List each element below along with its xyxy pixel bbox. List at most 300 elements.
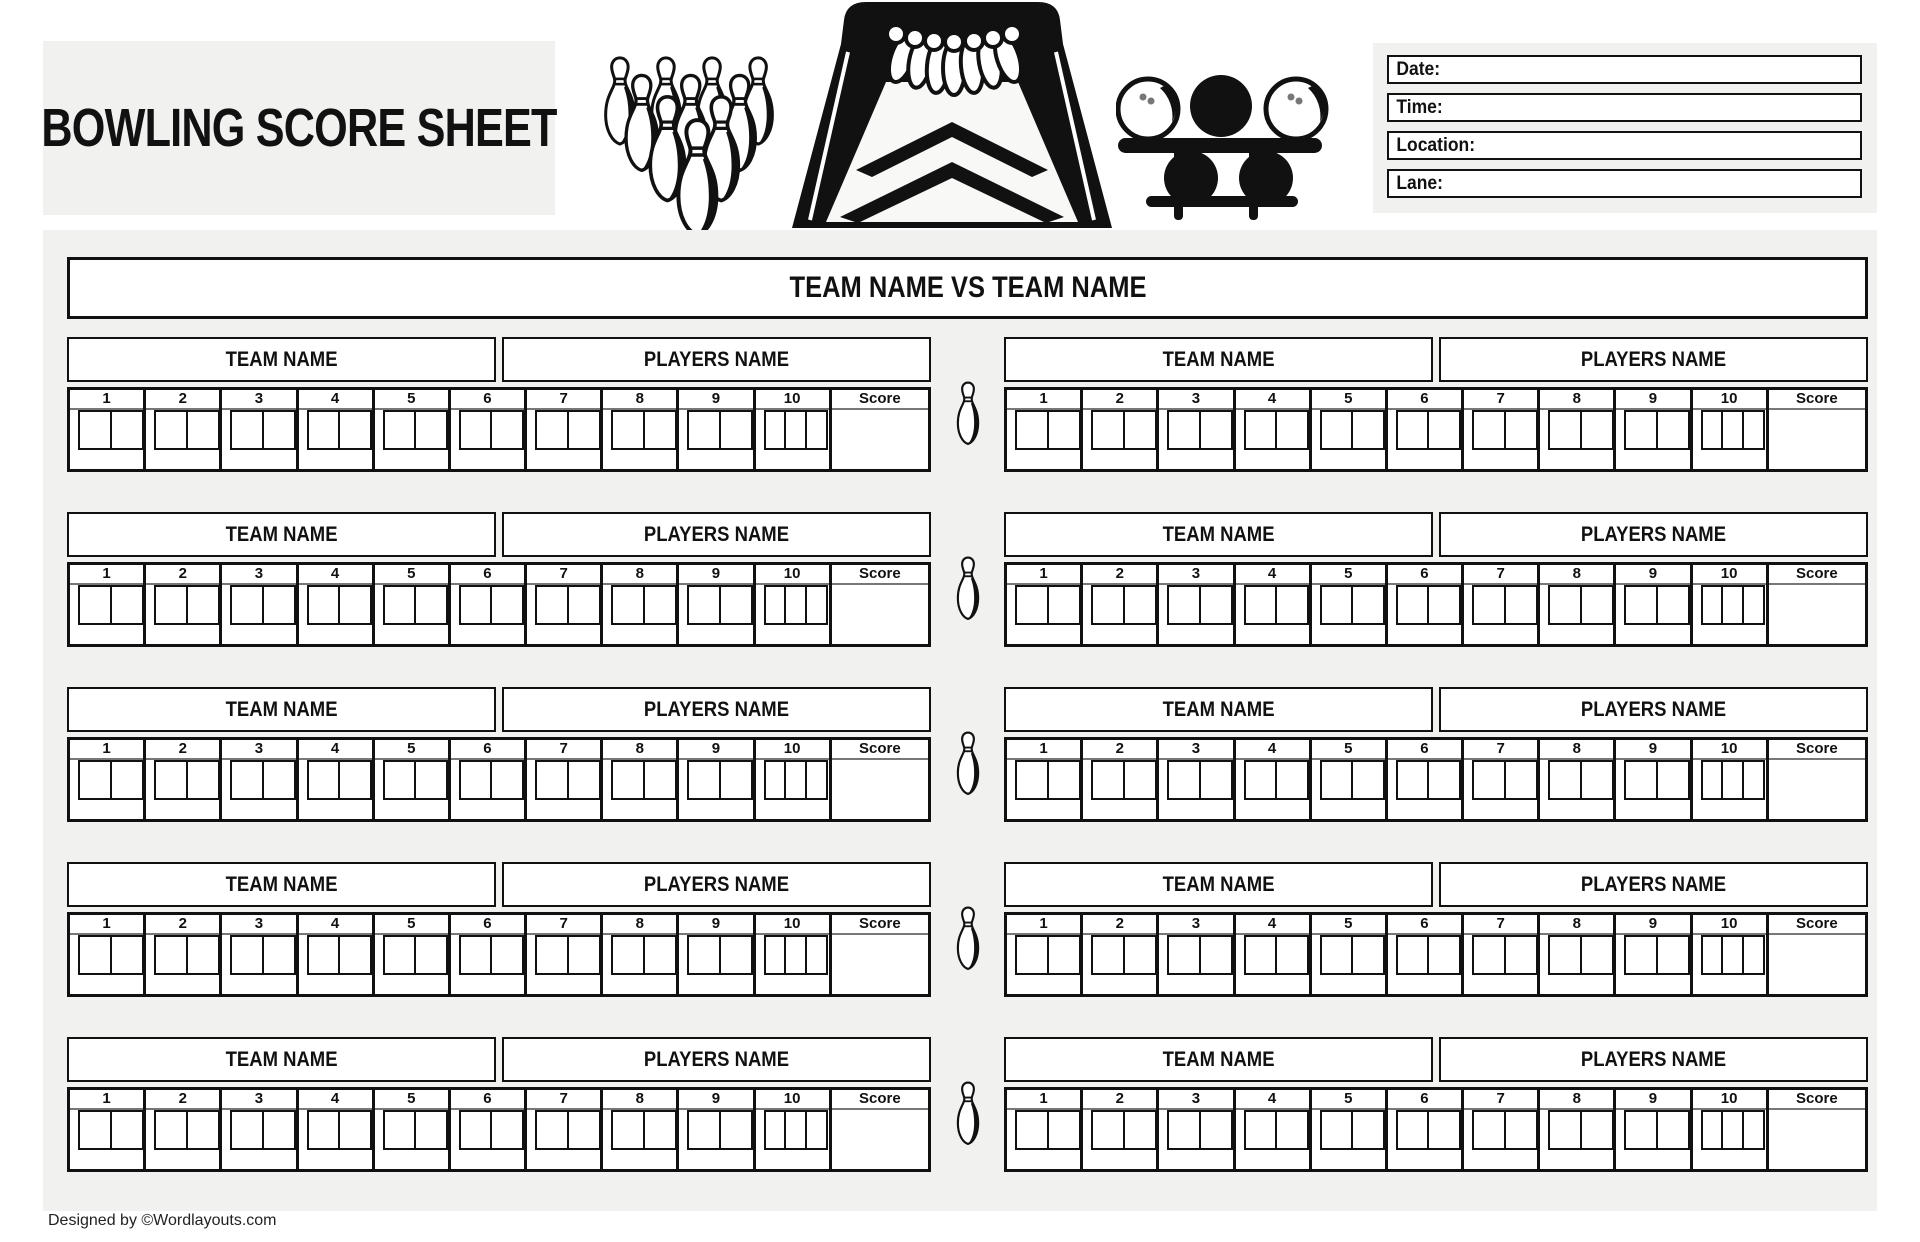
throw-cell[interactable]: [230, 935, 264, 975]
frame-column-5: [375, 565, 451, 644]
throw-cell[interactable]: [307, 410, 341, 450]
frame-column-8: [1540, 390, 1616, 469]
throw-cell[interactable]: [110, 410, 144, 450]
throw-cell[interactable]: [687, 410, 721, 450]
frame-body: [1159, 410, 1232, 469]
throw-cell[interactable]: [186, 410, 220, 450]
team-name-field[interactable]: [67, 337, 496, 382]
throw-cell[interactable]: [1656, 1110, 1690, 1150]
throw-cell[interactable]: [1091, 760, 1125, 800]
throw-cell[interactable]: [110, 935, 144, 975]
frame-body: [222, 760, 295, 819]
throw-cell[interactable]: [1275, 1110, 1309, 1150]
frame-column-4: [1236, 740, 1312, 819]
throw-cell[interactable]: [611, 410, 645, 450]
team-name-field[interactable]: [1004, 687, 1433, 732]
throw-cell[interactable]: [643, 585, 677, 625]
throw-cell[interactable]: [414, 760, 448, 800]
throw-cell[interactable]: [154, 410, 188, 450]
frame-column-6: [1388, 390, 1464, 469]
frame-column-2: [1083, 740, 1159, 819]
score-block: [1004, 687, 1868, 822]
throw-cell[interactable]: [383, 1110, 417, 1150]
throw-cell[interactable]: [1504, 1110, 1538, 1150]
throw-cell[interactable]: [1580, 1110, 1614, 1150]
throw-cell[interactable]: [1742, 1110, 1765, 1150]
throw-cell[interactable]: [110, 1110, 144, 1150]
throw-cell[interactable]: [1580, 410, 1614, 450]
throw-cell[interactable]: [1123, 935, 1157, 975]
score-sheet: [43, 230, 1877, 1211]
throw-cell[interactable]: [262, 1110, 296, 1150]
throw-cell[interactable]: [1427, 585, 1461, 625]
throw-cell[interactable]: [1167, 1110, 1201, 1150]
frame-column-9: [1616, 1090, 1692, 1169]
frame-column-1: [70, 565, 146, 644]
throw-cell[interactable]: [1396, 760, 1430, 800]
throw-cell[interactable]: [805, 410, 828, 450]
throw-cell[interactable]: [1091, 1110, 1125, 1150]
throw-cell[interactable]: [1015, 410, 1049, 450]
match-header-label: TEAM NAME VS TEAM NAME: [789, 271, 1146, 304]
team-name-field[interactable]: [1004, 512, 1433, 557]
row-divider: [931, 862, 1004, 997]
throw-cell[interactable]: [338, 585, 372, 625]
score-header-label: Score: [1769, 740, 1865, 760]
match-header-field[interactable]: [67, 257, 1868, 319]
throw-cell[interactable]: [687, 935, 721, 975]
throw-cell[interactable]: [230, 410, 264, 450]
throw-cell[interactable]: [1656, 410, 1690, 450]
throw-cell[interactable]: [1320, 935, 1354, 975]
frame-body: [1083, 1110, 1156, 1169]
throw-cell[interactable]: [1548, 1110, 1582, 1150]
throw-cell[interactable]: [1624, 935, 1658, 975]
team-name-field[interactable]: [67, 862, 496, 907]
frame-number-label: 7: [527, 740, 600, 760]
throw-cell[interactable]: [78, 585, 112, 625]
throw-cell[interactable]: [78, 935, 112, 975]
frame-number-label: 8: [603, 390, 676, 410]
throw-cell[interactable]: [490, 935, 524, 975]
frame-column-10: [1693, 1090, 1769, 1169]
throw-cell[interactable]: [338, 935, 372, 975]
frame-column-8: [603, 915, 679, 994]
frame-body: [1083, 935, 1156, 994]
throw-cell[interactable]: [154, 1110, 188, 1150]
throw-cell[interactable]: [535, 760, 569, 800]
throw-cell[interactable]: [338, 760, 372, 800]
throw-cell[interactable]: [262, 410, 296, 450]
throw-cell[interactable]: [1320, 1110, 1354, 1150]
throw-cell[interactable]: [186, 760, 220, 800]
throw-cell[interactable]: [805, 1110, 828, 1150]
bowling-pin-icon: [950, 556, 986, 620]
throw-cell[interactable]: [1015, 585, 1049, 625]
row-divider: [931, 687, 1004, 822]
total-score-cell[interactable]: [1769, 1110, 1865, 1169]
score-block: [67, 687, 931, 822]
throw-cell[interactable]: [414, 585, 448, 625]
throw-cell[interactable]: [1015, 760, 1049, 800]
players-name-field[interactable]: [1439, 862, 1868, 907]
frame-column-4: [299, 390, 375, 469]
throw-cell[interactable]: [1320, 410, 1354, 450]
throw-cell[interactable]: [535, 935, 569, 975]
throw-cell[interactable]: [535, 410, 569, 450]
throw-cell[interactable]: [459, 1110, 493, 1150]
throw-cell[interactable]: [383, 410, 417, 450]
throw-cell[interactable]: [643, 760, 677, 800]
frame-number-label: 4: [1236, 740, 1309, 760]
throw-cell[interactable]: [1548, 935, 1582, 975]
players-name-field[interactable]: [502, 687, 931, 732]
frame-column-5: [1312, 390, 1388, 469]
throw-cell[interactable]: [1742, 935, 1765, 975]
frame-body: [1464, 760, 1537, 819]
throw-cell[interactable]: [1742, 760, 1765, 800]
throw-cell[interactable]: [1656, 935, 1690, 975]
throw-cell[interactable]: [338, 410, 372, 450]
date-field[interactable]: [1387, 55, 1862, 84]
frame-number-label: 10: [756, 915, 829, 935]
throw-cell[interactable]: [719, 1110, 753, 1150]
throw-cell[interactable]: [1548, 760, 1582, 800]
throw-cell[interactable]: [567, 1110, 601, 1150]
throw-cell[interactable]: [719, 760, 753, 800]
throw-cell[interactable]: [687, 760, 721, 800]
throw-cell[interactable]: [1091, 585, 1125, 625]
frame-body: [1616, 410, 1689, 469]
frame-body: [1388, 760, 1461, 819]
team-name-field[interactable]: [1004, 862, 1433, 907]
throw-cell[interactable]: [1351, 760, 1385, 800]
players-name-field[interactable]: [1439, 687, 1868, 732]
throw-cell[interactable]: [1123, 760, 1157, 800]
throw-cell[interactable]: [535, 585, 569, 625]
throw-cell[interactable]: [611, 1110, 645, 1150]
frame-number-label: 9: [679, 1090, 752, 1110]
players-name-field[interactable]: [502, 337, 931, 382]
time-label: Time:: [1396, 96, 1443, 118]
throw-cell[interactable]: [611, 585, 645, 625]
frame-number-label: 6: [451, 915, 524, 935]
throw-cell[interactable]: [110, 585, 144, 625]
throw-cell[interactable]: [805, 585, 828, 625]
throw-cell[interactable]: [1427, 410, 1461, 450]
credit-line: Designed by ©Wordlayouts.com: [48, 1212, 277, 1229]
team-name-field-label: TEAM NAME: [225, 697, 338, 721]
throw-cell[interactable]: [1320, 760, 1354, 800]
frame-number-label: 10: [756, 390, 829, 410]
total-score-cell[interactable]: [1769, 760, 1865, 819]
throw-cell[interactable]: [307, 585, 341, 625]
throw-cell[interactable]: [1472, 760, 1506, 800]
throw-cell[interactable]: [687, 585, 721, 625]
throw-cell[interactable]: [78, 1110, 112, 1150]
total-score-cell[interactable]: [832, 760, 928, 819]
throw-cell[interactable]: [459, 935, 493, 975]
frame-number-label: 2: [1083, 390, 1156, 410]
players-name-field[interactable]: [502, 1037, 931, 1082]
throw-cell[interactable]: [459, 760, 493, 800]
throw-cell[interactable]: [459, 585, 493, 625]
throw-cell[interactable]: [1167, 585, 1201, 625]
frame-number-label: 8: [603, 1090, 676, 1110]
throw-cell[interactable]: [1396, 410, 1430, 450]
total-score-cell[interactable]: [1769, 410, 1865, 469]
throw-cell[interactable]: [1199, 1110, 1233, 1150]
throw-cell[interactable]: [1167, 760, 1201, 800]
frame-body: [1007, 760, 1080, 819]
throw-cell[interactable]: [414, 935, 448, 975]
location-field[interactable]: [1387, 131, 1862, 160]
throw-cell[interactable]: [414, 1110, 448, 1150]
throw-cell[interactable]: [567, 585, 601, 625]
throw-cell[interactable]: [1275, 760, 1309, 800]
throw-cell[interactable]: [154, 585, 188, 625]
throw-cell[interactable]: [1504, 935, 1538, 975]
throw-cell[interactable]: [1742, 410, 1765, 450]
throw-cell[interactable]: [490, 410, 524, 450]
throw-cell[interactable]: [643, 935, 677, 975]
team-name-field[interactable]: [1004, 337, 1433, 382]
throw-cell[interactable]: [1624, 410, 1658, 450]
throw-cell[interactable]: [1742, 585, 1765, 625]
throw-cell[interactable]: [535, 1110, 569, 1150]
throw-cell[interactable]: [1580, 585, 1614, 625]
throw-cell[interactable]: [230, 760, 264, 800]
throw-cell[interactable]: [230, 585, 264, 625]
throw-cell[interactable]: [307, 1110, 341, 1150]
throw-cell[interactable]: [1275, 585, 1309, 625]
frame-body: [1159, 1110, 1232, 1169]
throw-cell[interactable]: [383, 585, 417, 625]
throw-cell[interactable]: [1548, 585, 1582, 625]
throw-cell[interactable]: [1351, 1110, 1385, 1150]
throw-cell[interactable]: [1580, 935, 1614, 975]
throw-cell[interactable]: [1624, 1110, 1658, 1150]
team-name-field[interactable]: [1004, 1037, 1433, 1082]
throw-cell[interactable]: [1624, 585, 1658, 625]
players-name-field-label: PLAYERS NAME: [1580, 697, 1727, 721]
throw-cell[interactable]: [1047, 1110, 1081, 1150]
throw-cell[interactable]: [1015, 935, 1049, 975]
throw-cell[interactable]: [687, 1110, 721, 1150]
throw-cell[interactable]: [1472, 585, 1506, 625]
total-score-cell[interactable]: [1769, 585, 1865, 644]
throw-cell[interactable]: [1427, 760, 1461, 800]
throw-cell[interactable]: [307, 760, 341, 800]
team-name-field-label: TEAM NAME: [225, 872, 338, 896]
throw-cell[interactable]: [307, 935, 341, 975]
throw-cell[interactable]: [1244, 1110, 1278, 1150]
throw-cell[interactable]: [1199, 760, 1233, 800]
frames-grid: [1004, 737, 1868, 822]
frame-number-label: 6: [451, 390, 524, 410]
throw-cell[interactable]: [1123, 1110, 1157, 1150]
throw-cell[interactable]: [230, 1110, 264, 1150]
throw-cell[interactable]: [611, 760, 645, 800]
frame-column-6: [451, 565, 527, 644]
throw-cell[interactable]: [1472, 935, 1506, 975]
throw-cell[interactable]: [1091, 410, 1125, 450]
throw-cell[interactable]: [414, 410, 448, 450]
frame-body: [451, 585, 524, 644]
throw-cell[interactable]: [186, 935, 220, 975]
throw-cell[interactable]: [643, 1110, 677, 1150]
throw-cell[interactable]: [1015, 1110, 1049, 1150]
total-score-cell[interactable]: [832, 410, 928, 469]
frame-number-label: 8: [1540, 1090, 1613, 1110]
players-name-field[interactable]: [502, 862, 931, 907]
frame-number-label: 5: [1312, 390, 1385, 410]
throw-cell[interactable]: [1351, 935, 1385, 975]
bowling-pins-cluster-icon: [600, 48, 795, 240]
frame-column-1: [70, 390, 146, 469]
throw-cell[interactable]: [1656, 760, 1690, 800]
frame-number-label: 6: [1388, 740, 1461, 760]
throw-cell[interactable]: [567, 760, 601, 800]
throw-cell[interactable]: [1427, 935, 1461, 975]
lane-field[interactable]: [1387, 169, 1862, 198]
frame-column-1: [1007, 390, 1083, 469]
frame-body: [756, 585, 829, 644]
throw-cell[interactable]: [1351, 410, 1385, 450]
throw-cell[interactable]: [1199, 585, 1233, 625]
players-name-field[interactable]: [1439, 1037, 1868, 1082]
throw-cell[interactable]: [1047, 935, 1081, 975]
frame-column-6: [1388, 740, 1464, 819]
throw-cell[interactable]: [1320, 585, 1354, 625]
throw-cell[interactable]: [1396, 585, 1430, 625]
throw-cell[interactable]: [1123, 410, 1157, 450]
throw-cell[interactable]: [719, 935, 753, 975]
players-name-field[interactable]: [502, 512, 931, 557]
throw-cell[interactable]: [1123, 585, 1157, 625]
throw-cell[interactable]: [1199, 410, 1233, 450]
throw-cell[interactable]: [1047, 760, 1081, 800]
throw-cell[interactable]: [154, 935, 188, 975]
frame-column-10: [1693, 390, 1769, 469]
throw-cell[interactable]: [1427, 1110, 1461, 1150]
total-score-cell[interactable]: [832, 1110, 928, 1169]
frame-number-label: 6: [1388, 390, 1461, 410]
throw-cell[interactable]: [805, 760, 828, 800]
throw-cell[interactable]: [567, 935, 601, 975]
frame-number-label: 8: [1540, 390, 1613, 410]
throw-cell[interactable]: [1244, 410, 1278, 450]
throw-cell[interactable]: [1396, 1110, 1430, 1150]
throw-cell[interactable]: [78, 410, 112, 450]
throw-cell[interactable]: [383, 935, 417, 975]
throw-cell[interactable]: [1396, 935, 1430, 975]
throw-cell[interactable]: [1656, 585, 1690, 625]
throw-cell[interactable]: [459, 410, 493, 450]
throw-cell[interactable]: [1047, 410, 1081, 450]
throw-cell[interactable]: [262, 935, 296, 975]
frame-body: [1388, 585, 1461, 644]
frame-body: [527, 585, 600, 644]
frame-body: [1007, 1110, 1080, 1169]
score-block: [67, 512, 931, 647]
throw-cell[interactable]: [154, 760, 188, 800]
frame-body: [375, 585, 448, 644]
throw-cell[interactable]: [1504, 410, 1538, 450]
throw-cell[interactable]: [490, 585, 524, 625]
throw-cell[interactable]: [1199, 935, 1233, 975]
throw-cell[interactable]: [1091, 935, 1125, 975]
throw-cell[interactable]: [383, 760, 417, 800]
throw-cell[interactable]: [567, 410, 601, 450]
score-column: [832, 915, 928, 994]
throw-cell[interactable]: [719, 585, 753, 625]
frame-number-label: 7: [1464, 915, 1537, 935]
players-name-field[interactable]: [1439, 512, 1868, 557]
throw-cell[interactable]: [1351, 585, 1385, 625]
throw-cell[interactable]: [1275, 935, 1309, 975]
throw-cell[interactable]: [1244, 935, 1278, 975]
throw-cell[interactable]: [1624, 760, 1658, 800]
throw-cell[interactable]: [110, 760, 144, 800]
throw-cell[interactable]: [1472, 1110, 1506, 1150]
total-score-cell[interactable]: [832, 935, 928, 994]
scoreboard-row: [67, 862, 1868, 997]
throw-cell[interactable]: [611, 935, 645, 975]
throw-cell[interactable]: [78, 760, 112, 800]
throw-cell[interactable]: [262, 760, 296, 800]
throw-cell[interactable]: [490, 1110, 524, 1150]
throw-cell[interactable]: [1548, 410, 1582, 450]
total-score-cell[interactable]: [1769, 935, 1865, 994]
throw-cell[interactable]: [338, 1110, 372, 1150]
frame-column-8: [1540, 565, 1616, 644]
throw-cell[interactable]: [1275, 410, 1309, 450]
total-score-cell[interactable]: [832, 585, 928, 644]
team-name-field[interactable]: [67, 1037, 496, 1082]
frame-body: [299, 760, 372, 819]
throw-cell[interactable]: [719, 410, 753, 450]
team-name-field[interactable]: [67, 687, 496, 732]
throw-cell[interactable]: [643, 410, 677, 450]
throw-cell[interactable]: [186, 585, 220, 625]
score-column: [1769, 740, 1865, 819]
throw-cell[interactable]: [262, 585, 296, 625]
throw-cell[interactable]: [1244, 760, 1278, 800]
frame-column-3: [1159, 565, 1235, 644]
throw-cell[interactable]: [490, 760, 524, 800]
scoreboard-row: [67, 337, 1868, 472]
throw-cell[interactable]: [1504, 585, 1538, 625]
throw-cell[interactable]: [1047, 585, 1081, 625]
throw-cell[interactable]: [1472, 410, 1506, 450]
frame-column-8: [1540, 1090, 1616, 1169]
time-field[interactable]: [1387, 93, 1862, 122]
throw-cell[interactable]: [1504, 760, 1538, 800]
frame-column-3: [1159, 740, 1235, 819]
score-block: [67, 862, 931, 997]
throw-cell[interactable]: [1580, 760, 1614, 800]
frame-number-label: 8: [603, 740, 676, 760]
frame-number-label: 7: [527, 1090, 600, 1110]
throw-cell[interactable]: [1244, 585, 1278, 625]
throw-cell[interactable]: [1167, 935, 1201, 975]
throw-cell[interactable]: [186, 1110, 220, 1150]
team-name-field[interactable]: [67, 512, 496, 557]
throw-cell[interactable]: [1167, 410, 1201, 450]
players-name-field[interactable]: [1439, 337, 1868, 382]
throw-cell[interactable]: [805, 935, 828, 975]
